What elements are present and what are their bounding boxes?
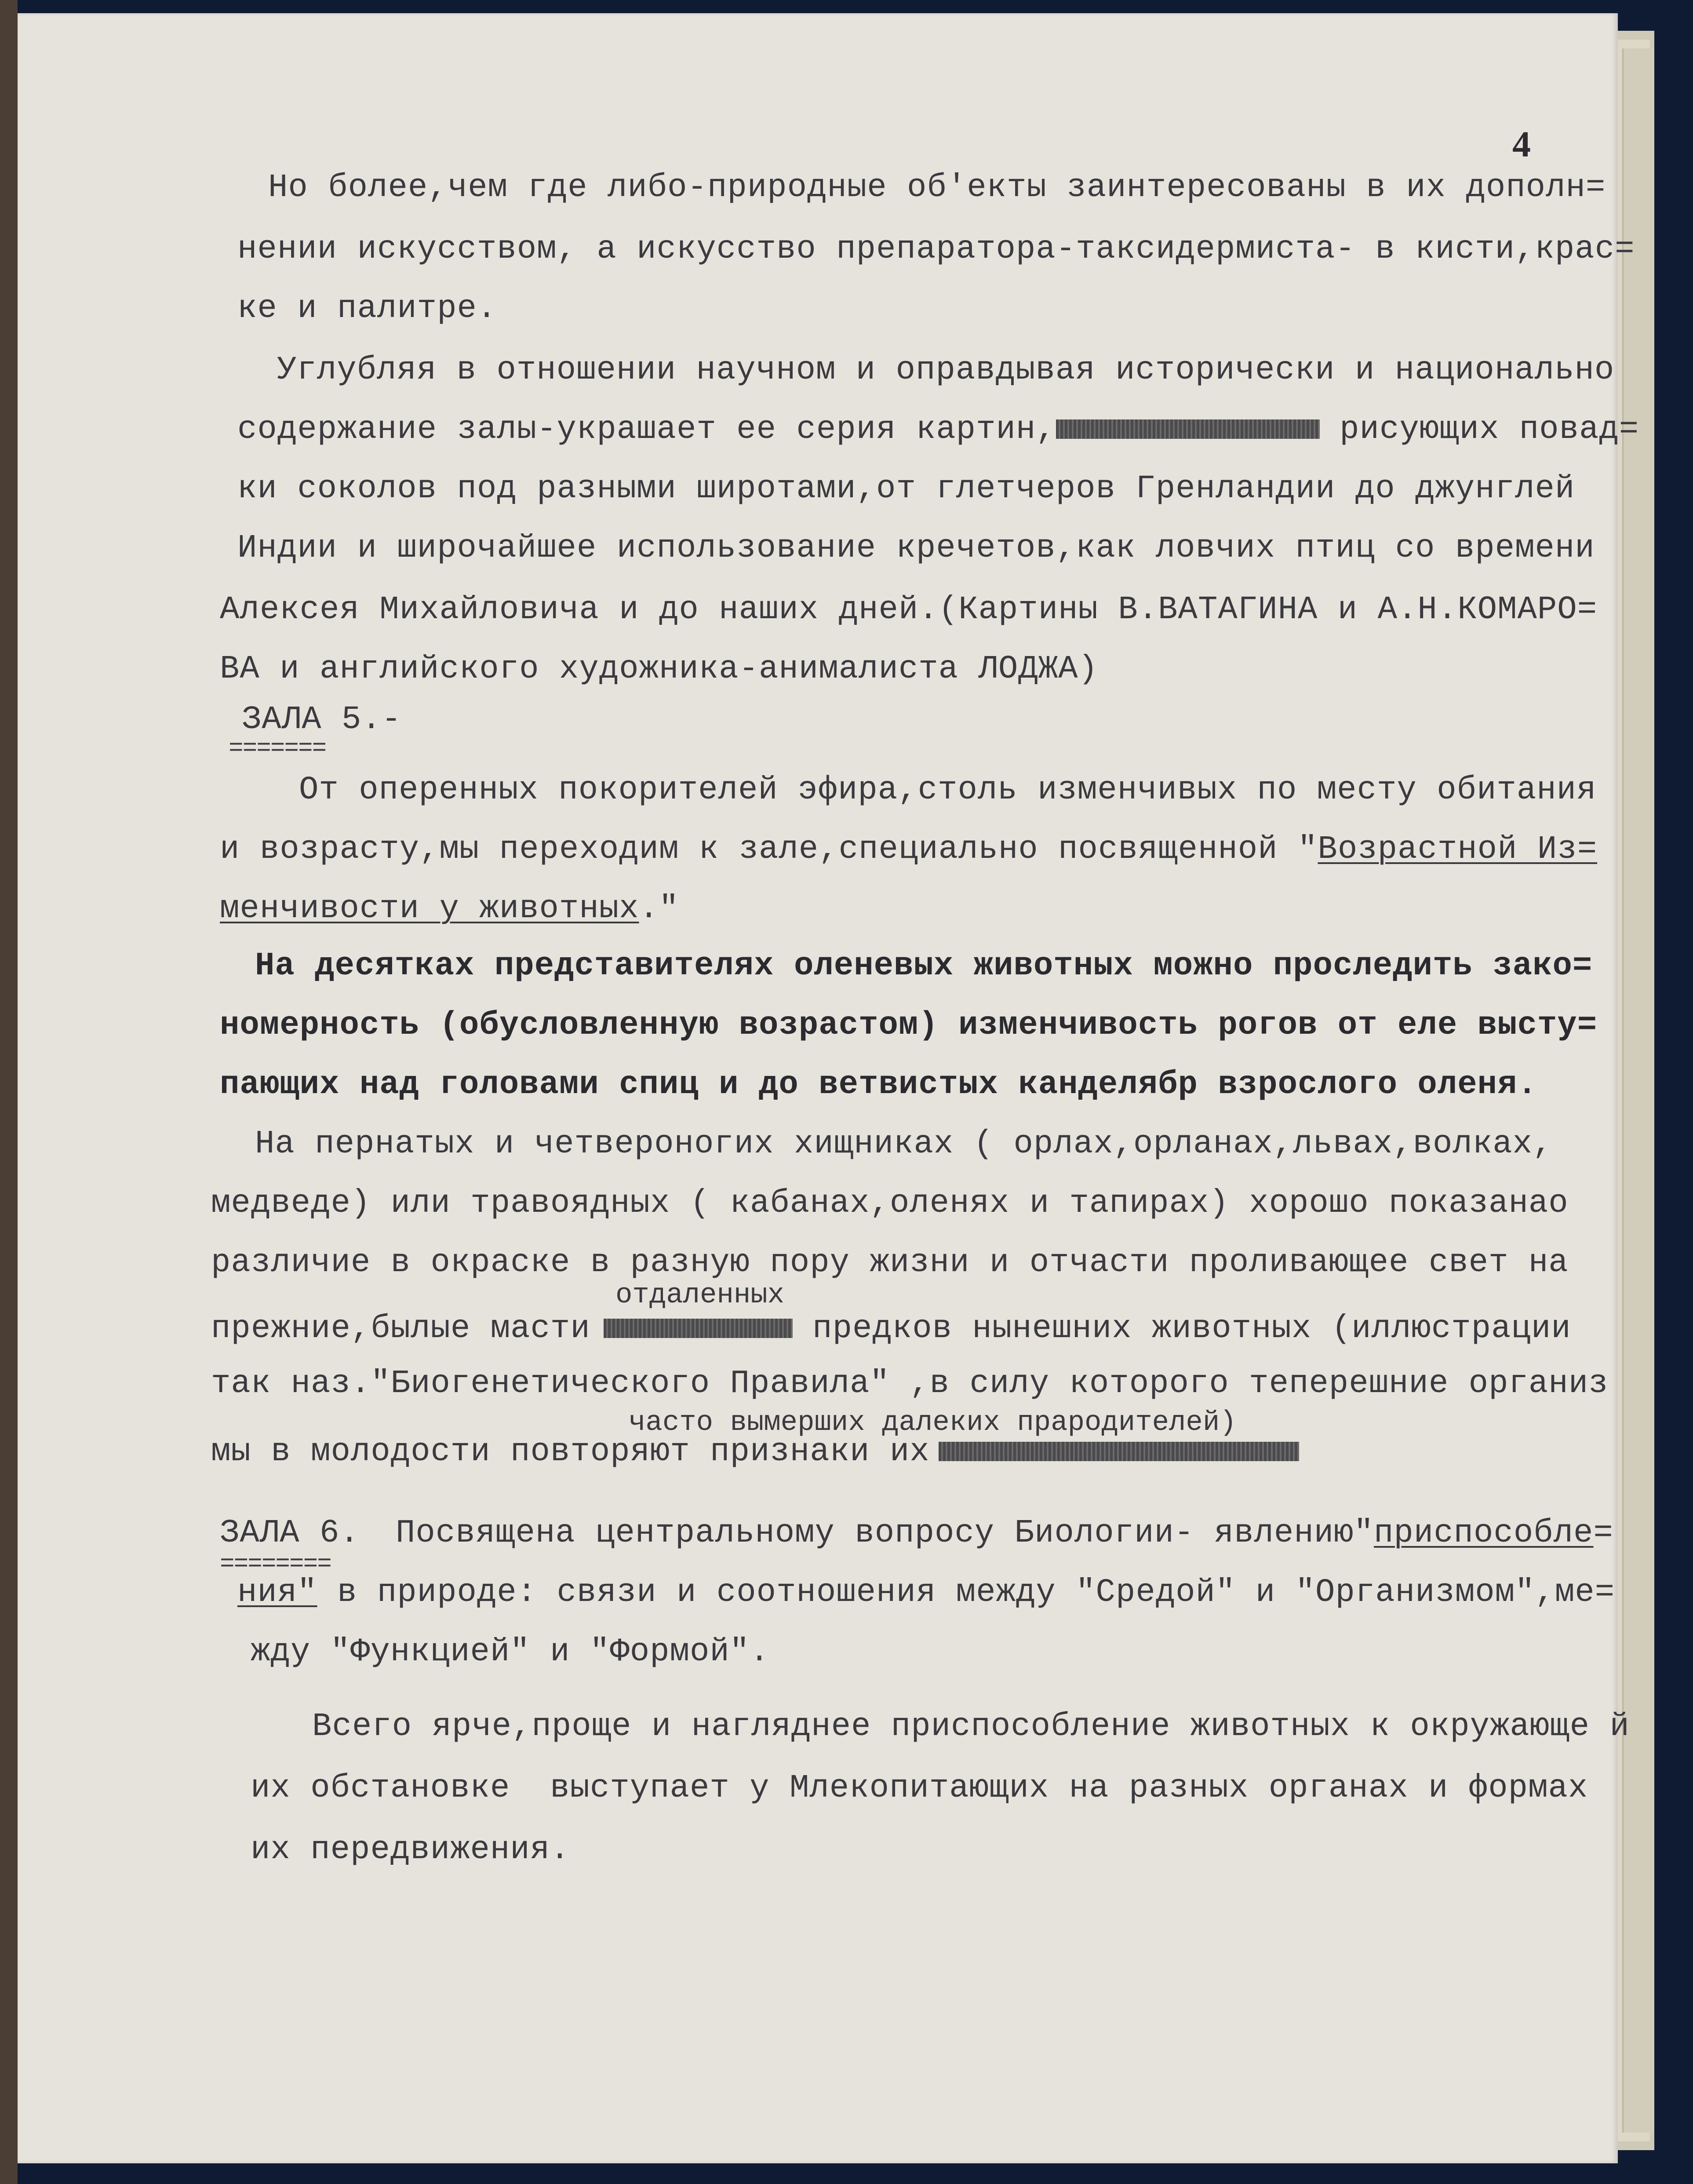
hall5-line3 <box>220 890 679 927</box>
hall5-p3-line6 <box>211 1433 1299 1470</box>
hall6-topic-underlined-cont: ния" <box>237 1574 317 1611</box>
page-number: 4 <box>1512 124 1531 165</box>
hall6-p2-line3: их передвижения. <box>251 1831 570 1868</box>
para2-line1: Углубляя в отношении научном и оправдывая исторически и национально <box>277 352 1615 389</box>
hall5-line1: От оперенных покорителей эфира,столь изменчивых по месту обитания <box>299 772 1597 809</box>
hall5-line2 <box>220 833 1597 866</box>
para2-line2-end: рисующих повад= <box>1319 411 1639 448</box>
hall5-p3-line4 <box>211 1310 1571 1347</box>
hall5-p2-line2: номерность (обусловленную возрастом) изменчивость рогов от еле высту= <box>220 1007 1598 1044</box>
para2-line6: ВА и английского художника-анималиста ЛОДЖА) <box>220 651 1098 688</box>
hall5-p3-line6-text: мы в молодости повторяют признаки их <box>211 1433 930 1470</box>
hall6-p2-line1: Всего ярче,проще и нагляднее приспособление животных к окружающе й <box>312 1708 1630 1745</box>
hall5-title-underline: ======= <box>229 734 326 762</box>
hall5-p2-line3: пающих над головами спиц и до ветвистых канделябр взрослого оленя. <box>220 1066 1537 1103</box>
typed-over-strikeout <box>604 1319 793 1338</box>
para2-line3: ки соколов под разными широтами,от глетчеров Гренландии до джунглей <box>237 470 1575 507</box>
hall6-line1 <box>396 1517 1613 1550</box>
para2-line5: Алексея Михайловича и до наших дней.(Картины В.ВАТАГИНА и А.Н.КОМАРО= <box>220 591 1598 628</box>
hall5-p2-line1: На десятках представителях оленевых животных можно проследить зако= <box>255 948 1593 984</box>
book-spine-edge <box>0 0 18 2184</box>
hall6-line2-end: в природе: связи и соотношения между "Средой" и "Организмом",ме= <box>317 1574 1615 1611</box>
hall5-topic-underlined: Возрастной Из= <box>1318 831 1598 868</box>
document-page <box>18 13 1639 2163</box>
hall6-line2 <box>237 1576 1615 1609</box>
hall5-p3-line4-start: прежние,былые масти <box>211 1310 590 1347</box>
hall5-p3-line4-end: предков нынешних животных (иллюстрации <box>792 1310 1571 1347</box>
hall6-line1-end: = <box>1593 1515 1613 1552</box>
hall5-p3-insert2: часто вымерших далеких прародителей) <box>629 1407 1237 1439</box>
hall6-topic-underlined: приспособле <box>1373 1515 1594 1552</box>
hall5-p3-line1: На пернатых и четвероногих хищниках ( орлах,орланах,львах,волках, <box>255 1126 1553 1163</box>
typed-over-strikeout <box>939 1442 1299 1461</box>
hall5-line2-start: и возрасту,мы переходим к зале,специально посвященной " <box>220 831 1318 868</box>
hall5-p3-insert: отдаленных <box>615 1280 785 1311</box>
hall6-line1-start: Посвящена центральному вопросу Биологии- явлению" <box>396 1515 1374 1552</box>
hall6-line3: жду "Функцией" и "Формой". <box>251 1633 770 1670</box>
hall5-topic-underlined-cont: менчивости у животных <box>220 890 639 927</box>
hall5-p3-line5: так наз."Биогенетического Правила" ,в силу которого теперешние организ <box>211 1365 1609 1402</box>
hall6-title-underline: ======== <box>220 1550 331 1578</box>
hall5-p3-line2: медведе) или травоядных ( кабанах,оленях и тапирах) хорошо показанао <box>211 1185 1569 1222</box>
para1-line1: Но более,чем где либо-природные об'екты заинтересованы в их дополн= <box>268 169 1606 206</box>
page-edge <box>1622 48 1654 2133</box>
hall6-title: ЗАЛА 6. <box>220 1515 360 1552</box>
para1-line2: нении искусством, а искусство препаратора-таксидермиста- в кисти,крас= <box>237 231 1635 268</box>
hall5-p3-line3: различие в окраске в разную пору жизни и отчасти проливающее свет на <box>211 1244 1569 1281</box>
para2-line4: Индии и широчайшее использование кречетов,как ловчих птиц со времени <box>237 530 1595 567</box>
typed-over-strikeout <box>1056 419 1320 439</box>
hall6-p2-line2: их обстановке выступает у Млекопитающих на разных органах и формах <box>251 1770 1588 1807</box>
hall5-line3-end: ." <box>639 890 679 927</box>
para1-line3: ке и палитре. <box>237 290 497 327</box>
para2-line2 <box>237 413 1639 446</box>
para2-line2-start: содержание залы-украшает ее серия картин, <box>237 411 1056 448</box>
hall5-title: ЗАЛА 5.- <box>242 701 402 738</box>
